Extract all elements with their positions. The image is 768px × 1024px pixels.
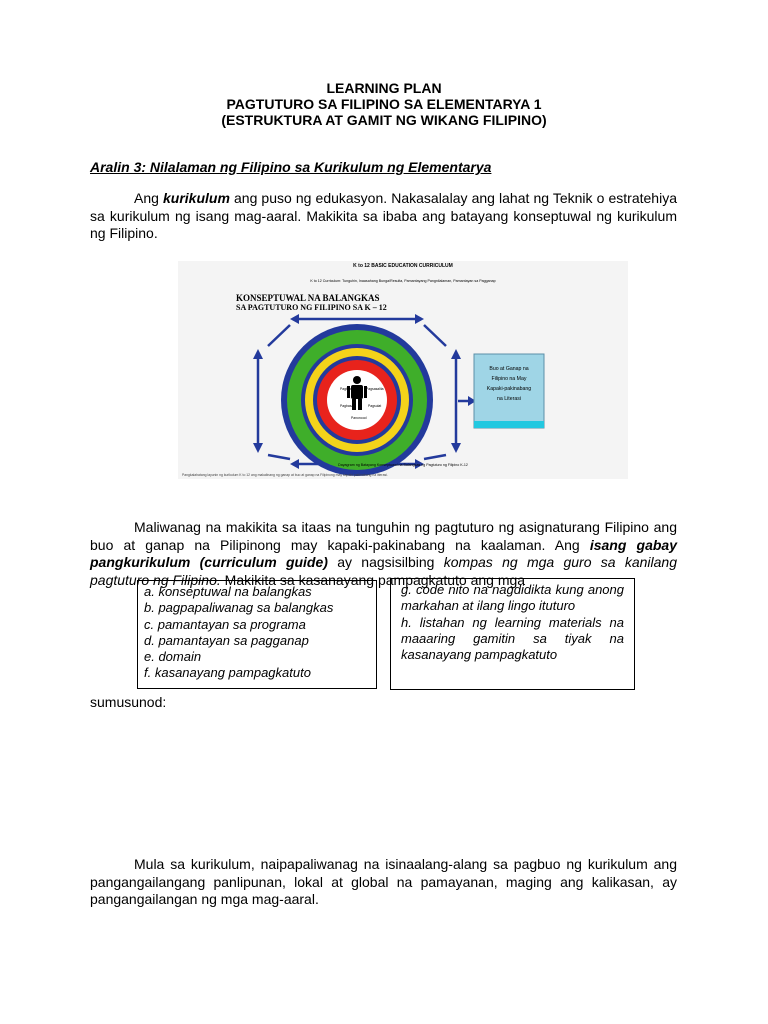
fig-footnote: Pangkalahatang layunin ng kurikulum K to 12 ang makalinang ng ganap at buo at ganap na Filipinong may kapaki-pakinabang na literasi. (182, 473, 388, 477)
list-item: e. domain (144, 649, 202, 665)
doc-title-line3: (ESTRUKTURA AT GAMIT NG WIKANG FILIPINO) (221, 112, 547, 128)
sumusunod-text: sumusunod: (90, 694, 167, 710)
fig-heading-1: KONSEPTUWAL NA BALANGKAS (236, 293, 380, 303)
goal-line-2: Filipino na May (491, 376, 527, 382)
doc-title-line2: PAGTUTURO SA FILIPINO SA ELEMENTARYA 1 (226, 96, 542, 112)
center-label-3: Pagsasalita (366, 387, 384, 391)
goal-line-3: Kapaki-pakinabang (486, 386, 532, 392)
p2-italic: kompas ng mga guro sa kanilang pagtuturo ng Filipino. (90, 554, 677, 588)
p2-bold-italic: isang gabay pangkurikulum (curriculum guide) (90, 536, 677, 570)
list-item: b. pagpapaliwanag sa balangkas (144, 600, 334, 616)
list-item: h. listahan ng learning materials na maaaring gamitin sa tiyak na kasanayang pampagkatuto (401, 614, 624, 663)
p3-text: Mula sa kurikulum, naipapaliwanag na isinaalang-alang sa pagbuo ng kurikulum ang pangangailangang panlipunan, lokal at global na pamayanan, maging ang kalikasan, ay pangangailangan ng mga mag-aaral. (90, 856, 677, 907)
list-item: d. pamantayan sa pagganap (144, 632, 309, 648)
p1-bold-term: kurikulum (163, 190, 230, 206)
fig-caption: Dayagram ng Batayang Konseptuwal na Balangkas ng Pagtuturo ng Filipino K-12 (338, 463, 468, 467)
list-box-left (137, 580, 377, 689)
paragraph-3 (90, 856, 677, 909)
list-box-right (390, 578, 635, 690)
literacy-goal-box (474, 354, 544, 428)
center-label-4: Pagsulat (368, 404, 382, 408)
goal-line-4: na Literasi (497, 396, 521, 402)
list-item: g. code nito na nagdidikta kung anong markahan at ilang lingo ituturo (401, 582, 624, 614)
p1-after: ang puso ng edukasyon. Nakasalalay ang lahat ng Teknik o estratehiya sa kurikulum ng isang mag-aaral. Makikita sa ibaba ang batayang konseptuwal ng kurikulum ng Filipino. (90, 190, 677, 241)
fig-heading-2: SA PAGTUTURO NG FILIPINO SA K – 12 (236, 303, 387, 312)
concentric-rings (281, 324, 433, 476)
center-label-5: Panonood (351, 416, 367, 420)
lesson-title: Aralin 3: Nilalaman ng Filipino sa Kurikulum ng Elementarya (90, 159, 492, 175)
p2-text-2: ay nagsisilbing (327, 554, 444, 570)
list-item: c. pamantayan sa programa (144, 616, 306, 632)
framework-diagram (178, 261, 628, 479)
list-item: f. kasanayang pampagkatuto (144, 665, 311, 681)
p1-before: Ang (134, 190, 163, 206)
p2-text-3: Makikita sa kasanayang pampagkatuto ang mga (220, 571, 526, 588)
goal-line-1: Buo at Ganap na (489, 366, 529, 372)
fig-top-title: K to 12 BASIC EDUCATION CURRICULUM (353, 263, 453, 269)
doc-title-line1: LEARNING PLAN (326, 80, 442, 96)
fig-top-subtitle: K to 12 Curriculum: Tunguhin, Inaasahang Bunga/Resulta, Pamantayang Pangnilalaman, Pamantayan sa Pagganap (310, 279, 496, 283)
center-label-1: Pagtatamo (340, 387, 357, 391)
p2-text-1: Maliwanag na makikita sa itaas na tunguhin ng pagtuturo ng asignaturang Filipino ang buo at ganap na Pilipinong may kapaki-pakinabang na kaalaman. Ang (90, 519, 677, 553)
list-item: a. konseptuwal na balangkas (144, 584, 312, 599)
center-label-2: Pagbasa (340, 404, 354, 408)
paragraph-1 (90, 190, 677, 243)
curriculum-framework-figure (178, 261, 628, 479)
